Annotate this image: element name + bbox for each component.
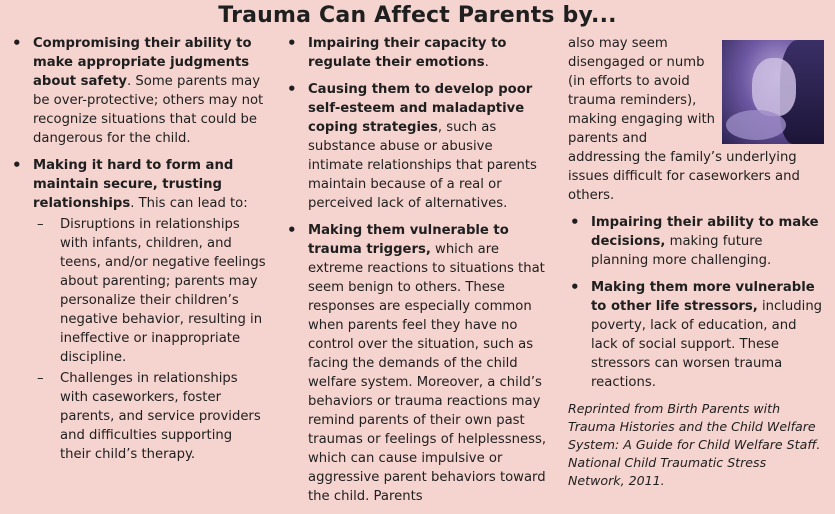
item-heading: Causing them to develop poor self-esteem and maladaptive coping strategies	[308, 82, 533, 135]
item-text: which are extreme reactions to situations that seem benign to others. These responses are especially common when parents feel they have no control over the situation, such as facing the demands of the child welfare system. Moreover, a child’s behaviors or trauma reactions may remind parents of their own past traumas or feelings of helplessness, which can cause impulsive or aggressive parent behaviors toward the child. Parents	[308, 242, 547, 504]
list-item	[568, 278, 823, 392]
item-text: making future planning more challenging.	[591, 234, 772, 268]
column-right	[568, 34, 823, 490]
column-left	[10, 34, 266, 472]
column-middle	[285, 34, 549, 514]
item-text: .	[484, 55, 489, 70]
bullet-list	[10, 34, 266, 464]
continuation-text: addressing the family’s underlying issues difficult for caseworkers and others.	[568, 150, 800, 203]
sub-list	[33, 215, 266, 464]
page-title: Trauma Can Affect Parents by...	[218, 3, 617, 28]
list-item	[10, 34, 266, 148]
item-heading: Making them vulnerable to trauma triggers,	[308, 223, 509, 257]
list-item	[568, 213, 823, 270]
item-heading: Compromising their ability to make appropriate judgments about safety	[33, 36, 252, 89]
list-item	[285, 80, 549, 213]
item-text: , such as substance abuse or abusive intimate relationships that parents maintain because of a real or perceived lack of alternatives.	[308, 120, 537, 211]
source-credit: Reprinted from Birth Parents with Trauma Histories and the Child Welfare System: A Guide for Child Welfare Staff. National Child Traumatic Stress Network, 2011.	[568, 401, 821, 488]
item-text: . This can lead to:	[130, 196, 248, 211]
list-item	[285, 221, 549, 506]
continuation-text: also may seem disengaged or numb (in efforts to avoid trauma reminders), making engaging with parents and	[568, 36, 716, 146]
item-heading: Making them more vulnerable to other life stressors,	[591, 280, 815, 314]
item-heading: Impairing their capacity to regulate their emotions	[308, 36, 507, 70]
item-heading: Making it hard to form and maintain secure, trusting relationships	[33, 158, 234, 211]
item-text: . Some parents may be over-protective; others may not recognize situations that could be dangerous for the child.	[33, 74, 264, 146]
list-item	[10, 156, 266, 464]
item-heading: Impairing their ability to make decisions,	[591, 215, 819, 249]
sub-list-item: – Disruptions in relationships with infants, children, and teens, and/or negative feelings about parenting; parents may personalize their children’s negative behavior, resulting in ineffective or inappropriate discipline.	[33, 215, 266, 367]
bullet-list	[285, 34, 549, 506]
list-item	[285, 34, 549, 72]
bullet-list	[568, 213, 823, 392]
item-text: including poverty, lack of education, and lack of social support. These stressors can worsen trauma reactions.	[591, 299, 823, 390]
sub-list-item: – Challenges in relationships with caseworkers, foster parents, and service providers and difficulties supporting their child’s therapy.	[33, 369, 266, 464]
